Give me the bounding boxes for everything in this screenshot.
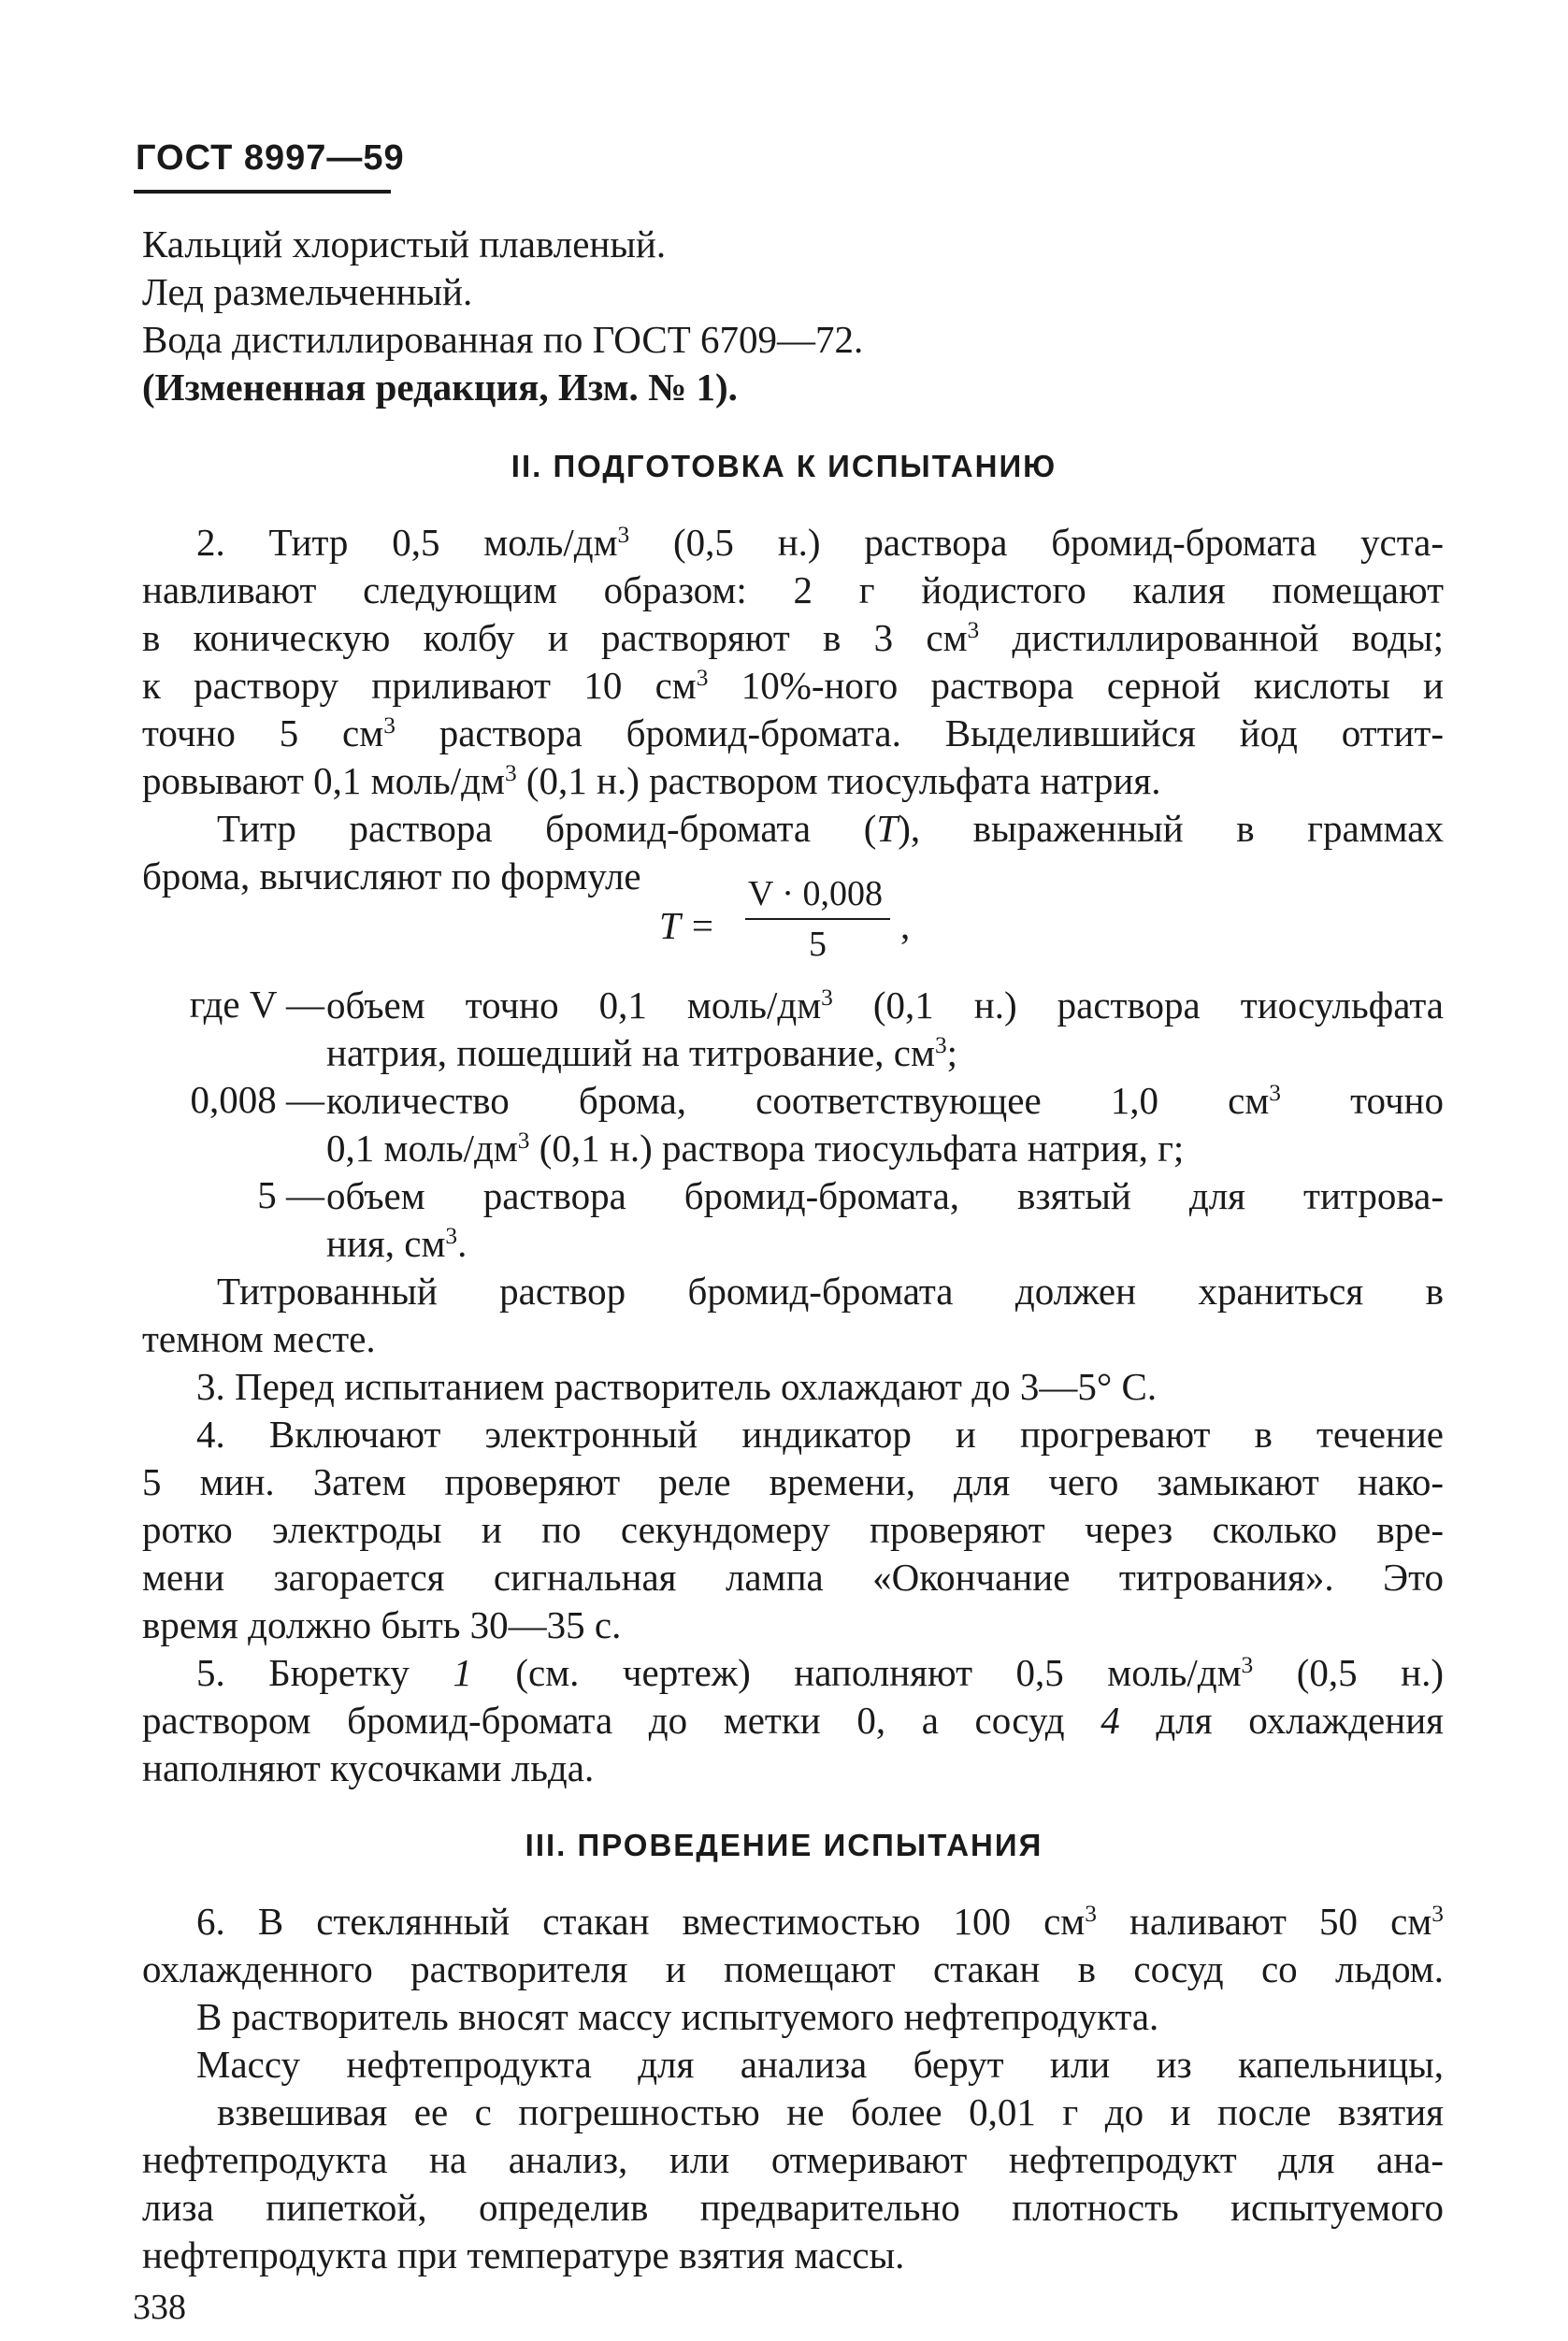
titer-formula xyxy=(659,874,958,991)
header-underline xyxy=(134,190,391,194)
paragraph-2-line-3: в коническую колбу и растворяют в 3 $см^3$ дистиллированной воды; xyxy=(142,616,1444,659)
intro-line-2: Лед размельченный. xyxy=(142,270,473,313)
paragraph-4-line-2: 5 мин. Затем проверяют реле времени, для чего замыкают нако- xyxy=(142,1460,1444,1503)
paragraph-4-line-4: мени загорается сигнальная лампа «Окончание титрования». Это xyxy=(142,1556,1444,1599)
titer-line-1: Титр раствора бромид-бромата (T), выраженный в граммах xyxy=(217,807,1444,850)
section-2-heading: II. ПОДГОТОВКА К ИСПЫТАНИЮ xyxy=(511,449,1057,483)
amendment-note: (Измененная редакция, Изм. № 1). xyxy=(142,366,738,409)
paragraph-5-line-2: раствором бромид-бромата до метки 0, а сосуд 4 для охлаждения xyxy=(142,1699,1444,1742)
definition-key-v: где V — xyxy=(189,983,324,1026)
definition-key-0008: 0,008 — xyxy=(190,1078,324,1121)
titer-line-2: брома, вычисляют по формуле xyxy=(142,855,641,898)
paragraph-2-line-2: навливают следующим образом: 2 г йодистого калия помещают xyxy=(142,568,1444,611)
paragraph-5-line-1: 5. Бюретку 1 (см. чертеж) наполняют 0,5 моль/$дм^3$ (0,5 н.) xyxy=(196,1651,1444,1694)
definition-0008-line-1: количество брома, соответствующее 1,0 $см^3$ точно xyxy=(326,1079,1444,1122)
standard-header: ГОСТ 8997—59 xyxy=(136,138,405,178)
paragraph-8-line-3: нефтепродукта на анализ, или отмеривают нефтепродукт для ана- xyxy=(142,2138,1444,2181)
paragraph-3: 3. Перед испытанием растворитель охлаждают до 3—5° С. xyxy=(196,1365,1158,1408)
formula-lhs: T = xyxy=(659,904,715,947)
paragraph-6-line-2: охлажденного растворителя и помещают стакан в сосуд со льдом. xyxy=(142,1947,1444,1990)
definition-0008-line-2: 0,1 моль/$дм^3$ (0,1 н.) раствора тиосульфата натрия, г; xyxy=(326,1127,1185,1170)
paragraph-2-line-1: 2. Титр 0,5 моль/$дм^3$ (0,5 н.) раствора бромид-бромата уста- xyxy=(196,521,1444,564)
fraction-bar xyxy=(745,918,890,920)
paragraph-8-line-5: нефтепродукта при температуре взятия массы. xyxy=(142,2233,905,2276)
paragraph-4-line-3: ротко электроды и по секундомеру проверяют через сколько вре- xyxy=(142,1508,1444,1551)
formula-denominator: 5 xyxy=(809,925,827,964)
formula-comma: , xyxy=(900,904,911,947)
paragraph-8-line-1: Массу нефтепродукта для анализа берут или из капельницы, xyxy=(196,2043,1444,2086)
definition-v-line-2: натрия, пошедший на титрование, $см^3$; xyxy=(326,1031,958,1074)
paragraph-5-line-3: наполняют кусочками льда. xyxy=(142,1746,595,1789)
formula-numerator: V · 0,008 xyxy=(748,874,883,913)
paragraph-2-line-6: ровывают 0,1 моль/$дм^3$ (0,1 н.) раствором тиосульфата натрия. xyxy=(142,759,1161,802)
paragraph-8-line-2: взвешивая ее с погрешностью не более 0,01 г до и после взятия xyxy=(217,2090,1444,2133)
definition-5-line-2: ния, $см^3$. xyxy=(326,1222,468,1265)
definition-5-line-1: объем раствора бромид-бромата, взятый для титрова- xyxy=(326,1174,1444,1217)
storage-line-2: темном месте. xyxy=(142,1317,376,1360)
definition-key-5: 5 — xyxy=(257,1173,324,1216)
paragraph-4-line-1: 4. Включают электронный индикатор и прогревают в течение xyxy=(196,1413,1444,1456)
storage-line-1: Титрованный раствор бромид-бромата должен храниться в xyxy=(217,1270,1444,1313)
paragraph-6-line-1: 6. В стеклянный стакан вместимостью 100 $см^3$ наливают 50 $см^3$ xyxy=(196,1900,1444,1943)
paragraph-2-line-4: к раствору приливают 10 $см^3$ 10%-ного раствора серной кислоты и xyxy=(142,664,1444,707)
intro-line-3: Вода дистиллированная по ГОСТ 6709—72. xyxy=(142,318,864,361)
paragraph-2-line-5: точно 5 $см^3$ раствора бромид-бромата. Выделившийся йод оттит- xyxy=(142,711,1444,754)
section-3-heading: III. ПРОВЕДЕНИЕ ИСПЫТАНИЯ xyxy=(525,1828,1043,1862)
paragraph-8-line-4: лиза пипеткой, определив предварительно плотность испытуемого xyxy=(142,2186,1444,2229)
paragraph-7: В растворитель вносят массу испытуемого нефтепродукта. xyxy=(196,1995,1159,2038)
page-number: 338 xyxy=(133,2288,186,2327)
definition-v-line-1: объем точно 0,1 моль/$дм^3$ (0,1 н.) раствора тиосульфата xyxy=(326,984,1444,1027)
intro-line-1: Кальций хлористый плавленый. xyxy=(142,223,667,266)
paragraph-4-line-5: время должно быть 30—35 с. xyxy=(142,1603,622,1646)
